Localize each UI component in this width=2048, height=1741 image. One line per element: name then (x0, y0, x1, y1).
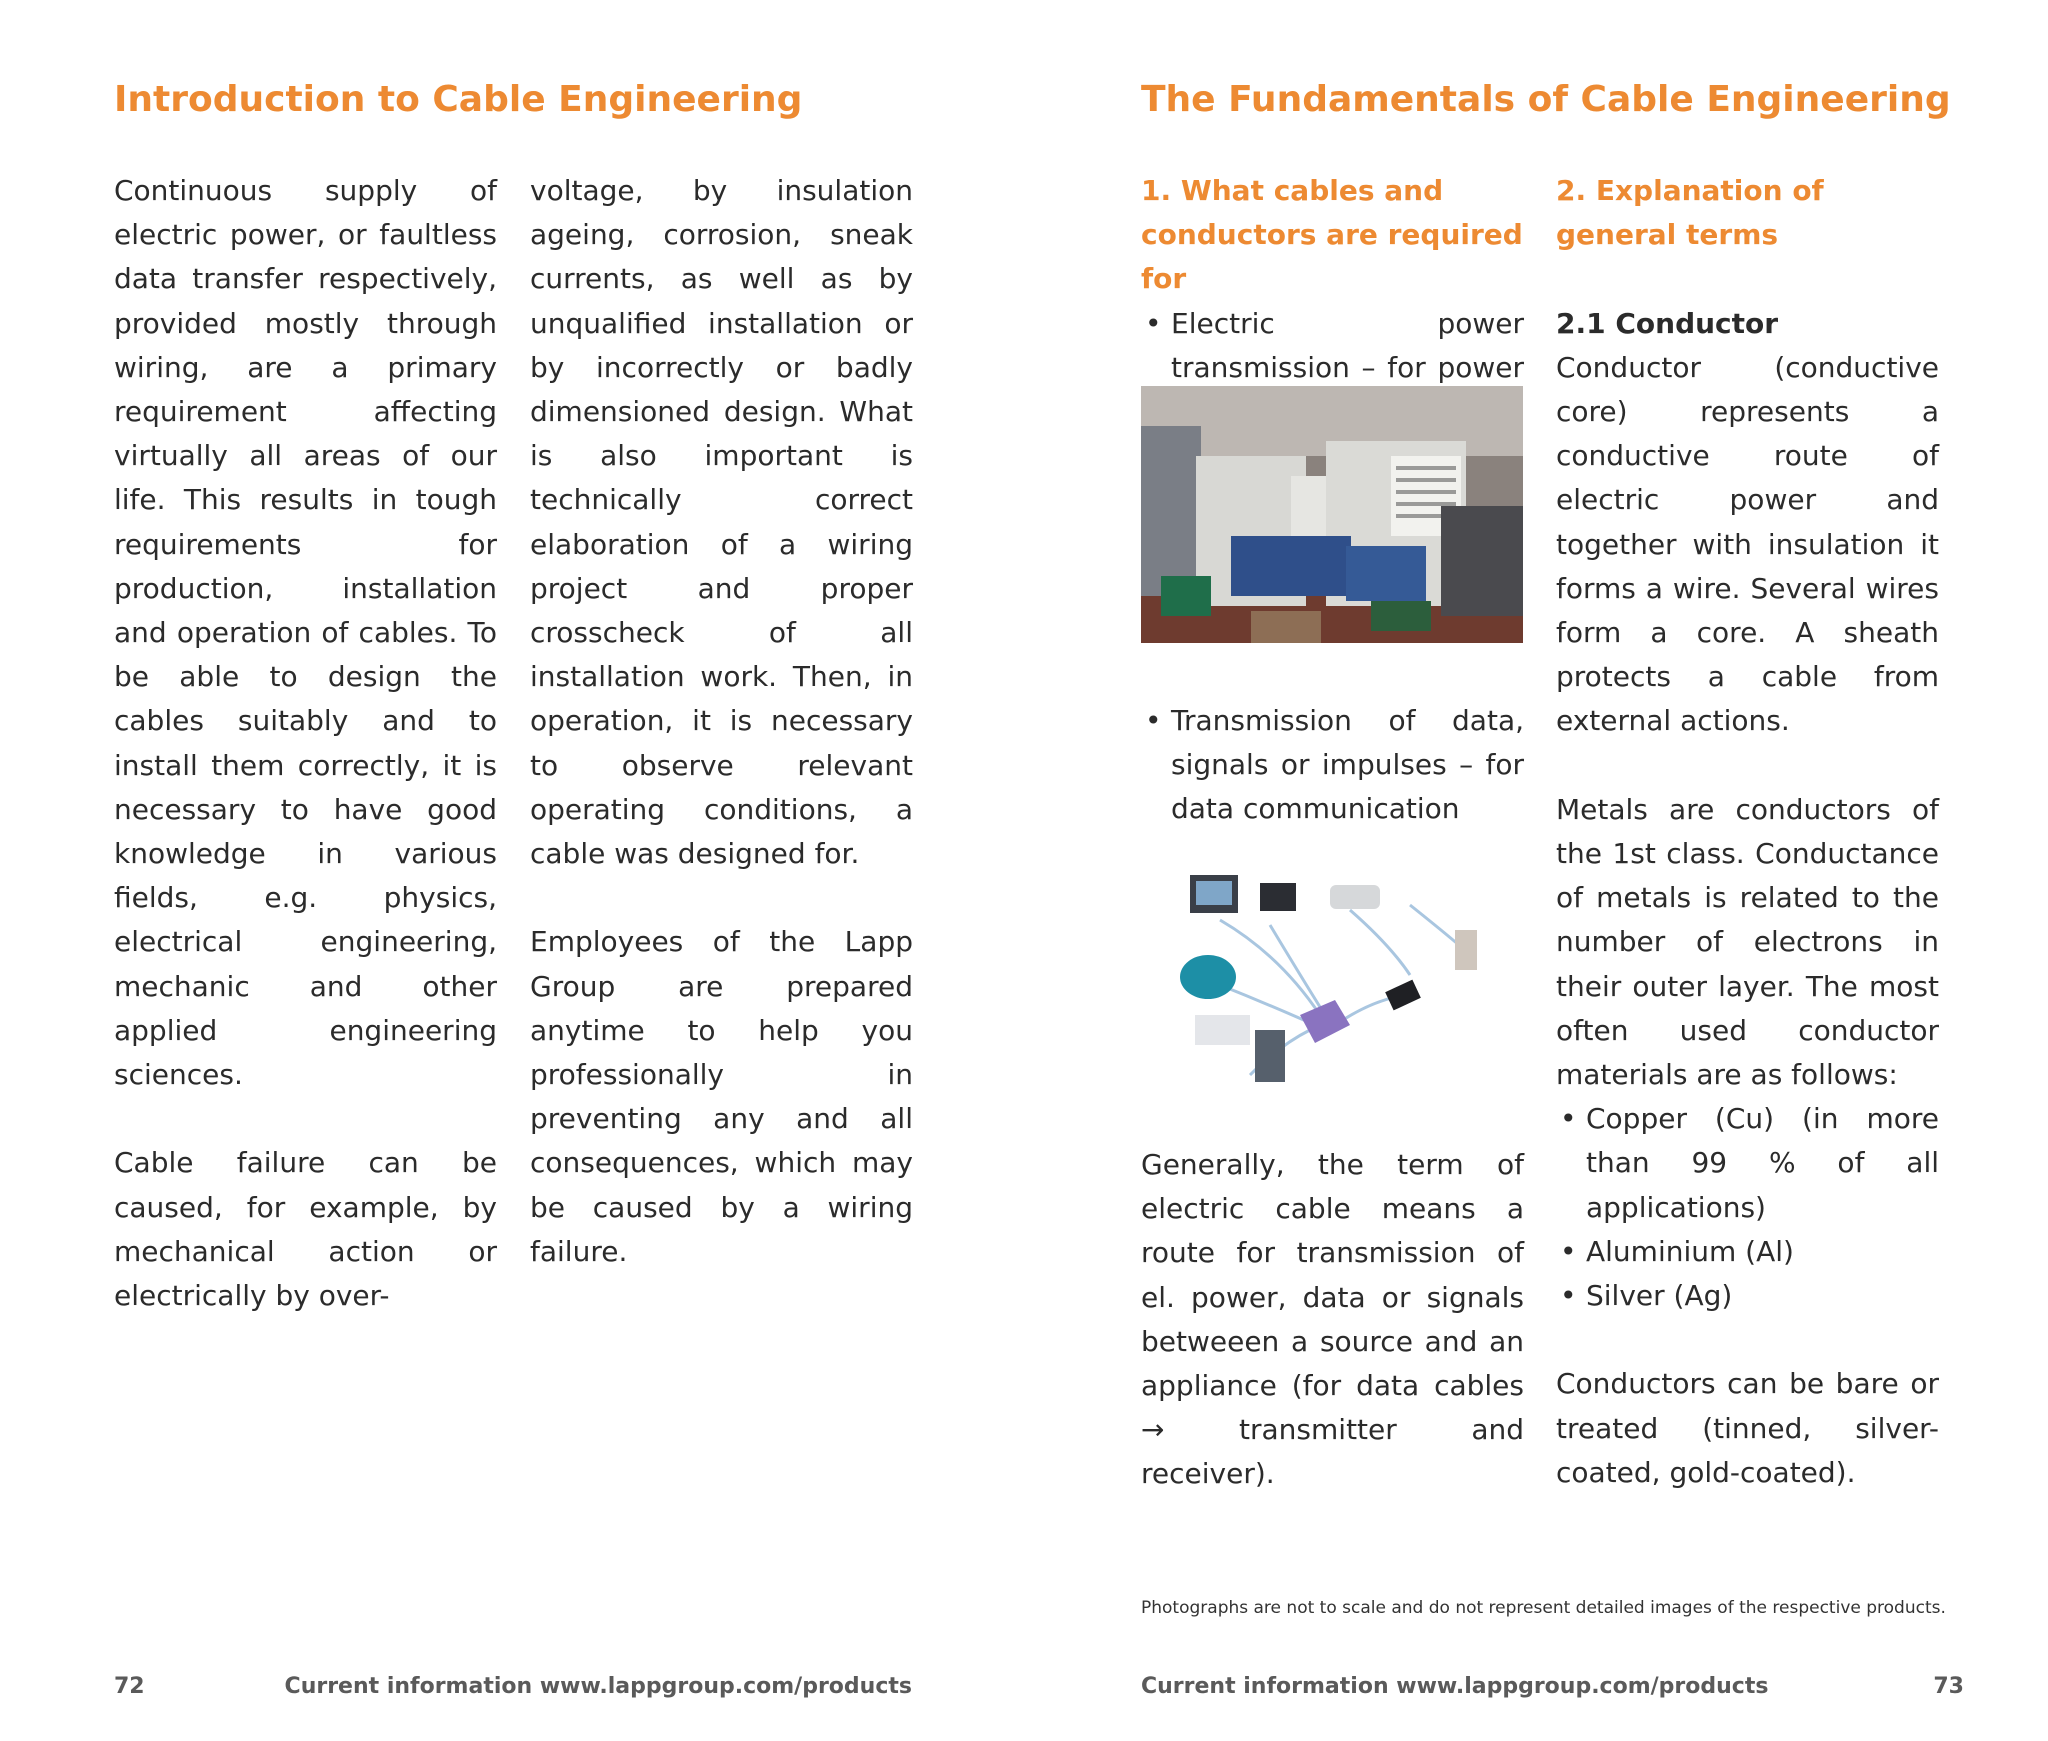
left-column-2 (530, 169, 913, 1274)
list-item: • Transmission of data, signals or impulses – for data communication (1141, 699, 1524, 832)
footer-link-text: Current information www.lappgroup.com/products (284, 1674, 912, 1699)
section-heading: 2. Explanation of general terms (1556, 174, 1824, 252)
paragraph: Employees of the Lapp Group are prepared anytime to help you professionally in preventing any and all consequences, which may be caused by a wiring failure. (530, 925, 913, 1268)
right-column-1-bottom (1141, 1143, 1524, 1497)
list-item: • Electric power transmission – for power (1141, 302, 1524, 435)
page-title: The Fundamentals of Cable Engineering (1141, 79, 1951, 120)
paragraph: Continuous supply of electric power, or faultless data transfer respectively, provided mostly through wiring, are a primary requirement affecting virtually all areas of our life. This results in tough requirements for production, installation and operation of cables. To be able to design the cables suitably and to install them correctly, it is necessary to have good knowledge in various fields, e.g. physics, electrical engineering, mechanic and other applied engineering sciences. (114, 174, 497, 1092)
paragraph: Metals are conductors of the 1st class. Conductance of metals is related to the number of electrons in their outer layer. The most often used conductor materials are as follows: (1556, 792, 1939, 1092)
page-number: 72 (114, 1674, 145, 1699)
paragraph: Conductors can be bare or treated (tinned, silver-coated, gold-coated). (1556, 1367, 1939, 1489)
section-heading: 1. What cables and conductors are required for (1141, 174, 1523, 296)
right-column-1-lower (1141, 699, 1524, 832)
page-number: 73 (1933, 1674, 1964, 1699)
paragraph: Cable failure can be caused, for example, by mechanical action or electrically by over- (114, 1146, 497, 1313)
paragraph: Conductor (conductive core) represents a conductive route of electric power and together with insulation it forms a wire. Several wires form a core. A sheath protects a cable from external actions. (1556, 350, 1939, 738)
materials-list (1556, 1097, 1939, 1318)
list-item: • Silver (Ag) (1556, 1274, 1939, 1318)
paragraph: Generally, the term of electric cable means a route for transmission of el. power, data or signals betweeen a source and an appliance (for data cables → transmitter and receiver). (1141, 1148, 1524, 1491)
list-item: • Copper (Cu) (in more than 99 % of all applications) (1556, 1097, 1939, 1230)
left-column-1 (114, 169, 497, 1318)
right-column-2 (1556, 169, 1939, 1495)
power-supply-photo (1141, 386, 1523, 643)
usage-list (1141, 699, 1524, 832)
footer-link-text: Current information www.lappgroup.com/products (1141, 1674, 1769, 1699)
page-title: Introduction to Cable Engineering (114, 79, 803, 120)
photo-disclaimer: Photographs are not to scale and do not represent detailed images of the respective products. (1141, 1598, 1946, 1618)
data-network-photo (1160, 865, 1505, 1090)
paragraph: voltage, by insulation ageing, corrosion, sneak currents, as well as by unqualified installation or by incorrectly or badly dimensioned design. What is also important is technically correct elaboration of a wiring project and proper crosscheck of all installation work. Then, in operation, it is necessary to observe relevant operating conditions, a cable was designed for. (530, 174, 913, 871)
subsection-heading: 2.1 Conductor (1556, 306, 1779, 340)
list-item: • Aluminium (Al) (1556, 1230, 1939, 1274)
